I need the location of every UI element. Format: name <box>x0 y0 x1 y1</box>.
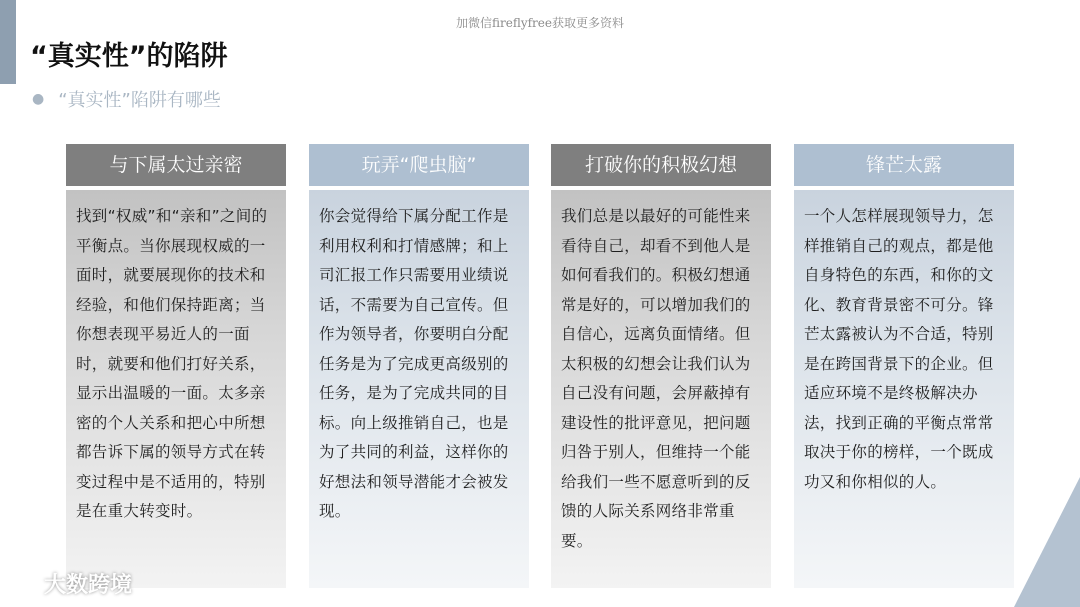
card-header: 锋芒太露 <box>794 144 1014 186</box>
logo-icon <box>12 573 38 595</box>
card-body: 我们总是以最好的可能性来看待自己，却看不到他人是如何看我们的。积极幻想通常是好的，可以增加我们的自信心，远离负面情绪。但太积极的幻想会让我们认为自己没有问题，会屏蔽掉有建设性的批评意见，把问题归咎于别人，但维持一个能给我们一些不愿意听到的反馈的人际关系网络非常重要。 <box>551 190 771 588</box>
subtitle-text: “真实性”陷阱有哪些 <box>58 90 221 111</box>
bullet-dot-icon: ● <box>32 91 45 107</box>
card-body: 一个人怎样展现领导力，怎样推销自己的观点，都是他自身特色的东西，和你的文化、教育背景密不可分。锋芒太露被认为不合适，特别是在跨国背景下的企业。但适应环境不是终极解决办法，找到正确的平衡点常常取决于你的榜样，一个既成功又和你相似的人。 <box>794 190 1014 588</box>
top-watermark: 加微信fireflyfree获取更多资料 <box>455 16 624 30</box>
card-header: 与下属太过亲密 <box>66 144 286 186</box>
card-reptile-brain <box>309 144 529 588</box>
corner-triangle-decoration <box>1014 477 1080 607</box>
card-header: 玩弄“爬虫脑” <box>309 144 529 186</box>
watermark-logo <box>12 568 132 599</box>
card-too-sharp <box>794 144 1014 588</box>
left-accent-bar <box>0 0 16 84</box>
card-positive-illusion <box>551 144 771 588</box>
card-body: 找到“权威”和“亲和”之间的平衡点。当你展现权威的一面时，就要展现你的技术和经验，和他们保持距离；当你想表现平易近人的一面时，就要和他们打好关系，显示出温暖的一面。太多亲密的个人关系和把心中所想都告诉下属的领导方式在转变过程中是不适用的，特别是在重大转变时。 <box>66 190 286 588</box>
card-too-close <box>66 144 286 588</box>
subtitle <box>32 86 221 112</box>
logo-text: 大数跨境 <box>44 573 133 598</box>
slide-title: “真实性”的陷阱 <box>30 41 228 72</box>
card-body: 你会觉得给下属分配工作是利用权利和打情感牌；和上司汇报工作只需要用业绩说话，不需要为自己宣传。但作为领导者，你要明白分配任务是为了完成更高级别的任务，是为了完成共同的目标。向上级推销自己，也是为了共同的利益，这样你的好想法和领导潜能才会被发现。 <box>309 190 529 588</box>
card-header: 打破你的积极幻想 <box>551 144 771 186</box>
